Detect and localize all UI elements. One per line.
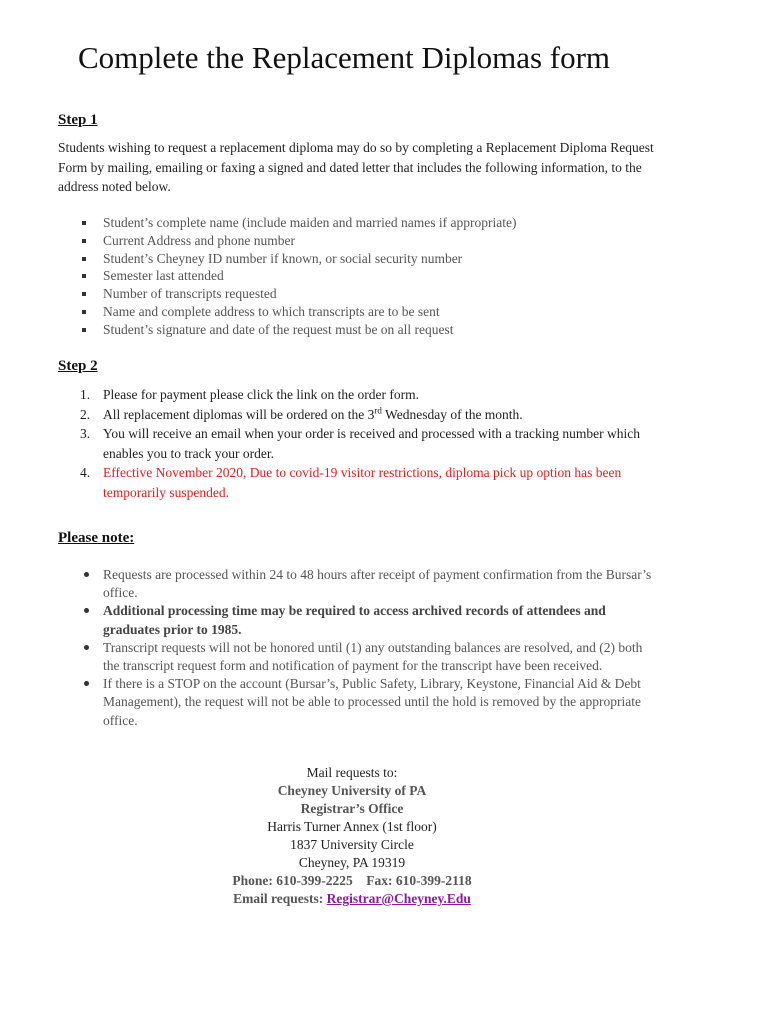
list-item: Student’s Cheyney ID number if known, or social security number [58,250,658,268]
note-list [58,566,658,730]
building: Harris Turner Annex (1st floor) [267,819,437,834]
fax-number: 610-399-2118 [395,873,472,888]
list-item: If there is a STOP on the account (Bursar’s, Public Safety, Library, Keystone, Financial Aid & Debt Management), the request will not be able to processed until the hold is removed by the appropriate office. [58,675,658,730]
square-bullet-icon [82,310,86,314]
list-item: 2. All replacement diplomas will be ordered on the 3rd Wednesday of the month. [80,405,523,422]
step1-info-list [58,214,658,339]
covid-notice-item: 4. Effective November 2020, Due to covid-19 visitor restrictions, diploma pick up option has been temporarily suspended. [80,465,622,500]
step2-list [58,385,658,502]
list-item: Additional processing time may be required to access archived records of attendees and graduates prior to 1985. [58,602,658,638]
list-item: Requests are processed within 24 to 48 hours after receipt of payment confirmation from the Bursar’s office. [58,566,658,602]
list-item: 1. Please for payment please click the link on the order form. [80,387,420,402]
phone-number: 610-399-2225 [276,873,353,888]
bullet-dot-icon [84,681,89,686]
note-heading: Please note: [58,530,135,546]
office-name: Registrar’s Office [300,801,404,816]
org-name: Cheyney University of PA [277,783,427,798]
list-item: 3. You will receive an email when your order is received and processed with a tracking number which enables you to track your order. [80,426,640,461]
city: Cheyney, PA 19319 [298,855,406,870]
mail-intro: Mail requests to: [306,765,398,780]
square-bullet-icon [82,274,86,278]
square-bullet-icon [82,257,86,261]
list-item: Student’s signature and date of the request must be on all request [58,321,658,339]
phone-fax-line: Phone: 610-399-2225 Fax: 610-399-2118 [232,873,472,888]
square-bullet-icon [82,221,86,225]
list-item: Transcript requests will not be honored until (1) any outstanding balances are resolved, and (2) both the transcript request form and notification of payment for the transcript have been received. [58,639,658,675]
step1-heading: Step 1 [58,112,98,128]
order-form-link-text[interactable]: Please for payment please click the link on the order form. [103,387,420,402]
email-line: Email requests: Registrar@Cheyney.Edu [233,891,471,906]
square-bullet-icon [82,292,86,296]
list-item: Student’s complete name (include maiden and married names if appropriate) [58,214,658,232]
list-item: Semester last attended [58,267,658,285]
page-title: Complete the Replacement Diplomas form [78,40,611,75]
square-bullet-icon [82,239,86,243]
list-item: Current Address and phone number [58,232,658,250]
step1-intro: Students wishing to request a replacement diploma may do so by completing a Replacement Diploma Request Form by mailing, emailing or faxing a signed and dated letter that includes the following information, to the address noted below. [58,140,654,194]
bullet-dot-icon [84,645,89,650]
square-bullet-icon [82,328,86,332]
mailing-address-block [152,764,552,908]
email-link[interactable]: Registrar@Cheyney.Edu [326,891,471,906]
street: 1837 University Circle [290,837,414,852]
step2-heading: Step 2 [58,358,98,374]
list-item: Name and complete address to which transcripts are to be sent [58,303,658,321]
list-item: Number of transcripts requested [58,285,658,303]
bullet-dot-icon [84,572,89,577]
bullet-dot-icon [84,608,89,613]
